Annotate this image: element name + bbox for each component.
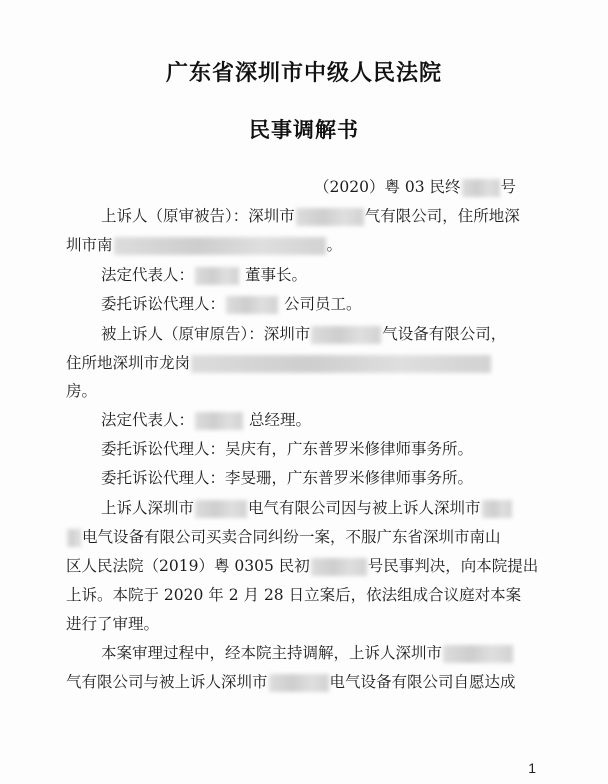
appellee-address-line bbox=[66, 352, 492, 374]
redacted-case-ref bbox=[311, 558, 367, 576]
paragraph-1-line-1 bbox=[101, 497, 513, 519]
appellant-address-end: 。 bbox=[326, 236, 343, 254]
court-name: 广东省深圳市中级人民法院 bbox=[165, 60, 442, 86]
redacted-appellant-rep bbox=[195, 267, 239, 285]
appellant-address-line bbox=[66, 234, 342, 256]
appellee-line bbox=[101, 323, 506, 345]
redacted-appellee-name bbox=[311, 326, 381, 344]
paragraph-1-line-5: 进行了审理。 bbox=[66, 615, 160, 633]
paragraph-2-line-1 bbox=[101, 642, 514, 664]
redacted-p1-appellant bbox=[195, 500, 247, 518]
p1-l1-a: 上诉人深圳市 bbox=[101, 499, 195, 517]
redacted-case-number bbox=[462, 179, 500, 197]
appellant-representative-line bbox=[101, 264, 307, 286]
appellant-address: 圳市南 bbox=[66, 236, 113, 254]
appellee-representative-line bbox=[101, 409, 311, 431]
paragraph-1-line-2 bbox=[66, 526, 501, 548]
appellant-agent-line bbox=[101, 293, 361, 315]
appellee-label: 被上诉人（原审原告）：深圳市 bbox=[101, 325, 311, 343]
p2-l2-a: 气有限公司与被上诉人深圳市 bbox=[66, 673, 268, 691]
redacted-appellee-address bbox=[191, 355, 491, 373]
appellant-type: 气有限公司，住所地深 bbox=[364, 207, 520, 225]
p1-l3-b: 号民事判决，向本院提出 bbox=[367, 557, 539, 575]
appellee-type: 气设备有限公司， bbox=[382, 325, 507, 343]
redacted-appellant-agent bbox=[226, 296, 278, 314]
document-type-title: 民事调解书 bbox=[249, 117, 359, 142]
redacted-p2-appellee bbox=[269, 674, 329, 692]
p1-l2: 电气设备有限公司买卖合同纠纷一案，不服广东省深圳市南山 bbox=[82, 528, 501, 546]
appellant-rep-title: 董事长。 bbox=[244, 266, 307, 284]
case-number-prefix: （2020）粤 03 民终 bbox=[314, 178, 461, 196]
appellee-address: 住所地深圳市龙岗 bbox=[66, 354, 191, 372]
p1-l3-a: 区人民法院（2019）粤 0305 民初 bbox=[66, 557, 310, 575]
case-number bbox=[314, 176, 516, 198]
appellee-agent-1: 委托诉讼代理人：吴庆有，广东普罗米修律师事务所。 bbox=[101, 440, 474, 458]
paragraph-1-line-4: 上诉。本院于 2020 年 2 月 28 日立案后，依法组成合议庭对本案 bbox=[66, 586, 522, 604]
redacted-p1-appellee-cont bbox=[67, 529, 81, 547]
p2-l2-b: 电气设备有限公司自愿达成 bbox=[329, 673, 516, 691]
appellee-rep-title: 总经理。 bbox=[248, 411, 311, 429]
page-number: 1 bbox=[528, 760, 536, 776]
redacted-p1-appellee bbox=[482, 500, 512, 518]
redacted-p2-appellant bbox=[443, 645, 513, 663]
appellee-room: 房。 bbox=[66, 382, 98, 400]
appellant-rep-label: 法定代表人： bbox=[101, 266, 195, 284]
appellant-line bbox=[101, 205, 520, 227]
appellee-agent-2: 委托诉讼代理人：李旻珊，广东普罗米修律师事务所。 bbox=[101, 469, 474, 487]
redacted-appellant-name bbox=[296, 208, 364, 226]
p1-l1-b: 电气有限公司因与被上诉人深圳市 bbox=[248, 499, 481, 517]
appellant-agent-desc: 公司员工。 bbox=[283, 295, 362, 313]
appellant-agent-label: 委托诉讼代理人： bbox=[101, 295, 226, 313]
appellee-room-line bbox=[66, 380, 97, 402]
paragraph-1-line-3 bbox=[66, 555, 538, 577]
appellant-label: 上诉人（原审被告）：深圳市 bbox=[101, 207, 295, 225]
redacted-appellee-rep bbox=[195, 412, 243, 430]
redacted-appellant-address bbox=[114, 237, 326, 255]
appellee-rep-label: 法定代表人： bbox=[101, 411, 195, 429]
paragraph-2-line-2 bbox=[66, 671, 516, 693]
case-number-suffix: 号 bbox=[500, 178, 517, 196]
p2-l1: 本案审理过程中，经本院主持调解，上诉人深圳市 bbox=[101, 644, 443, 662]
